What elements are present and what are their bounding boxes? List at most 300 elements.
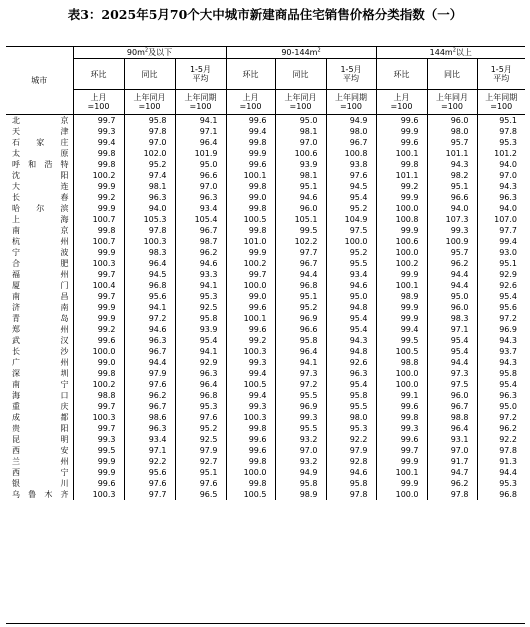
index-value: 99.8 [73,148,124,159]
index-value: 99.6 [226,159,275,170]
index-value: 94.1 [275,357,326,368]
index-value: 92.2 [499,434,518,444]
index-value: 95.2 [275,302,326,313]
index-value: 97.0 [175,181,226,192]
index-value: 99.8 [73,225,124,236]
city-name: 昆明 [6,434,73,445]
index-value: 100.3 [73,258,124,269]
city-name: 南京 [6,225,73,236]
index-value: 99.9 [73,467,124,478]
table-row [6,335,525,346]
index-value: 99.8 [226,225,275,236]
index-value: 97.0 [275,137,326,148]
index-value: 99.3 [226,357,275,368]
index-value: 95.4 [499,379,518,389]
index-value: 96.9 [275,401,326,412]
group-header-small: $90m^2$及以下 [73,47,226,59]
index-value: 92.8 [326,456,376,467]
index-value: 99.0 [73,357,124,368]
index-value: 100.0 [73,346,124,357]
table-row [6,434,525,445]
index-value: 99.8 [226,203,275,214]
index-value: 99.6 [73,478,124,489]
city-name: 宁波 [6,247,73,258]
index-value: 101.1 [376,170,427,181]
index-value: 95.0 [275,115,326,127]
index-value: 99.8 [226,181,275,192]
city-name: 广州 [6,357,73,368]
base-header-cell: 上年同期 =100 [175,90,226,115]
index-value: 99.6 [226,445,275,456]
table-row [6,456,525,467]
city-name: 杭州 [6,236,73,247]
index-value: 94.3 [499,357,518,367]
index-value: 100.0 [226,467,275,478]
index-value: 97.5 [427,379,477,390]
table-row [6,247,525,258]
index-value: 94.9 [326,115,376,127]
index-value: 98.3 [427,313,477,324]
index-value: 97.8 [326,489,376,500]
index-value: 95.4 [427,335,477,346]
index-value: 98.1 [124,181,175,192]
table-row [6,390,525,401]
index-value: 95.5 [326,401,376,412]
index-value: 94.6 [275,192,326,203]
index-value: 95.4 [499,291,518,301]
index-value: 99.6 [226,115,275,127]
index-value: 95.4 [326,313,376,324]
index-value: 100.5 [376,346,427,357]
index-value: 93.4 [175,203,226,214]
index-value: 97.6 [326,170,376,181]
index-value: 98.3 [124,247,175,258]
sub-header-cell: 1-5月 平均 [175,59,226,90]
index-value: 100.1 [376,148,427,159]
index-value: 96.2 [124,390,175,401]
table-row [6,225,525,236]
index-value: 96.6 [175,170,226,181]
sub-header-row [6,59,525,90]
index-value: 95.5 [275,423,326,434]
index-value: 95.1 [427,181,477,192]
index-value: 93.9 [275,159,326,170]
index-value: 99.4 [226,368,275,379]
index-value: 100.0 [376,203,427,214]
index-value: 99.9 [376,302,427,313]
index-value: 100.0 [376,489,427,500]
index-value: 99.9 [376,126,427,137]
index-value: 100.3 [124,236,175,247]
table-row [6,423,525,434]
index-value: 99.3 [427,225,477,236]
index-value: 97.3 [427,368,477,379]
city-name: 太原 [6,148,73,159]
index-value: 92.9 [499,269,518,279]
index-value: 99.8 [73,159,124,170]
index-value: 100.0 [326,236,376,247]
index-value: 99.3 [275,412,326,423]
index-value: 96.9 [275,313,326,324]
city-name: 济南 [6,302,73,313]
index-value: 99.9 [226,247,275,258]
index-value: 95.8 [275,478,326,489]
index-value: 96.2 [427,258,477,269]
index-value: 99.8 [73,368,124,379]
index-value: 94.3 [499,335,518,345]
index-value: 99.3 [73,126,124,137]
sub-header-cell: 同比 [275,59,326,90]
table-row [6,280,525,291]
index-value: 96.7 [124,346,175,357]
city-name: 长春 [6,192,73,203]
index-value: 99.0 [226,291,275,302]
sub-header-cell: 1-5月 平均 [326,59,376,90]
city-name: 贵阳 [6,423,73,434]
index-value: 96.2 [427,478,477,489]
sub-header-cell: 环比 [73,59,124,90]
index-value: 96.4 [175,379,226,390]
index-value: 96.4 [124,258,175,269]
index-value: 99.6 [376,401,427,412]
index-value: 99.5 [73,445,124,456]
index-value: 92.2 [326,434,376,445]
table-row [6,346,525,357]
index-value: 93.1 [427,434,477,445]
index-value: 93.0 [499,247,518,257]
index-value: 104.9 [326,214,376,225]
index-value: 93.9 [175,324,226,335]
index-value: 93.4 [124,434,175,445]
index-value: 102.0 [124,148,175,159]
index-value: 99.3 [73,434,124,445]
sub-header-cell: 1-5月 平均 [477,59,525,90]
index-value: 94.0 [499,203,518,213]
index-value: 94.6 [175,258,226,269]
index-value: 97.2 [499,313,518,323]
table-row [6,181,525,192]
sub-header-cell: 环比 [376,59,427,90]
table-row [6,115,525,127]
index-value: 98.7 [175,236,226,247]
index-value: 100.3 [226,346,275,357]
city-name: 哈尔滨 [6,203,73,214]
index-value: 94.4 [427,280,477,291]
index-value: 94.1 [124,302,175,313]
index-value: 97.7 [275,247,326,258]
table-row [6,214,525,225]
table-row [6,467,525,478]
index-value: 93.2 [275,456,326,467]
index-value: 97.0 [124,137,175,148]
index-value: 99.7 [73,115,124,127]
index-value: 95.8 [499,368,518,378]
index-value: 99.2 [73,192,124,203]
index-value: 96.8 [275,280,326,291]
group-header-row [6,47,525,59]
sub-header-cell: 同比 [427,59,477,90]
index-value: 99.6 [226,324,275,335]
index-value: 98.1 [275,126,326,137]
city-name: 上海 [6,214,73,225]
index-value: 95.1 [275,181,326,192]
index-value: 100.1 [226,313,275,324]
index-value: 98.9 [376,291,427,302]
index-value: 100.7 [73,236,124,247]
index-value: 101.9 [175,148,226,159]
index-value: 99.8 [226,456,275,467]
base-header-cell: 上年同期 =100 [477,90,525,115]
table-row [6,170,525,181]
index-value: 95.8 [124,115,175,127]
city-name: 成都 [6,412,73,423]
index-value: 96.2 [175,247,226,258]
index-value: 99.9 [376,269,427,280]
index-value: 99.9 [376,456,427,467]
city-name: 银川 [6,478,73,489]
index-value: 93.3 [175,269,226,280]
table-row [6,379,525,390]
index-value: 97.1 [175,126,226,137]
index-value: 95.2 [326,247,376,258]
index-value: 95.4 [326,379,376,390]
index-value: 94.5 [124,269,175,280]
index-value: 100.0 [376,247,427,258]
index-value: 92.6 [499,280,518,290]
city-name: 天津 [6,126,73,137]
index-value: 92.7 [175,456,226,467]
index-value: 95.4 [326,324,376,335]
index-value: 101.1 [427,148,477,159]
index-value: 97.8 [427,489,477,500]
index-value: 95.8 [326,390,376,401]
index-value: 98.9 [275,489,326,500]
index-value: 99.8 [226,137,275,148]
index-value: 99.7 [73,291,124,302]
index-value: 96.4 [175,137,226,148]
base-header-cell: 上年同月 =100 [427,90,477,115]
city-name: 厦门 [6,280,73,291]
index-value: 96.3 [124,192,175,203]
index-value: 100.4 [73,280,124,291]
index-value: 97.9 [175,445,226,456]
index-value: 99.6 [226,434,275,445]
index-value: 97.9 [124,368,175,379]
base-header-cell: 上月 =100 [73,90,124,115]
index-value: 97.9 [326,445,376,456]
index-value: 98.8 [427,412,477,423]
index-value: 94.0 [427,203,477,214]
index-value: 107.3 [427,214,477,225]
index-value: 99.6 [376,115,427,127]
index-value: 96.7 [175,225,226,236]
city-name: 石家庄 [6,137,73,148]
city-name: 福州 [6,269,73,280]
table-row [6,236,525,247]
index-value: 95.0 [427,291,477,302]
index-value: 99.5 [376,335,427,346]
index-value: 95.6 [124,467,175,478]
city-name: 西宁 [6,467,73,478]
index-value: 99.8 [376,159,427,170]
base-header-cell: 上年同月 =100 [124,90,175,115]
index-value: 94.4 [124,357,175,368]
table-bottom-rule [6,623,525,624]
index-value: 96.3 [499,192,518,202]
index-value: 99.7 [73,269,124,280]
index-value: 96.3 [175,368,226,379]
index-value: 96.7 [326,137,376,148]
table-row [6,269,525,280]
sub-header-cell: 同比 [124,59,175,90]
index-value: 95.8 [275,335,326,346]
index-value: 99.7 [226,269,275,280]
index-value: 94.4 [499,467,518,477]
index-value: 99.9 [73,247,124,258]
index-value: 96.3 [124,423,175,434]
index-value: 96.0 [427,302,477,313]
index-value: 96.8 [499,489,518,499]
city-name: 乌鲁木齐 [6,489,73,500]
index-value: 100.1 [376,280,427,291]
table-body [6,115,525,501]
city-name: 武汉 [6,335,73,346]
index-value: 95.7 [427,137,477,148]
index-value: 95.6 [499,302,518,312]
index-value: 97.4 [124,170,175,181]
index-value: 95.5 [326,258,376,269]
index-value: 95.7 [427,247,477,258]
index-value: 95.3 [499,478,518,488]
index-value: 100.2 [376,258,427,269]
index-value: 96.3 [499,390,518,400]
index-value: 99.9 [73,181,124,192]
base-header-cell: 上年同期 =100 [326,90,376,115]
index-value: 93.8 [326,159,376,170]
index-value: 92.2 [124,456,175,467]
index-value: 99.4 [376,324,427,335]
index-value: 96.0 [427,115,477,127]
index-value: 99.7 [73,401,124,412]
index-value: 95.0 [499,401,518,411]
index-value: 95.3 [326,423,376,434]
index-value: 100.8 [326,148,376,159]
index-value: 96.7 [124,401,175,412]
table-row [6,478,525,489]
index-value: 99.8 [226,423,275,434]
index-value: 95.2 [326,203,376,214]
city-name: 南昌 [6,291,73,302]
index-value: 96.3 [175,192,226,203]
index-value: 97.1 [124,445,175,456]
table-row [6,302,525,313]
index-value: 98.2 [427,170,477,181]
index-value: 99.9 [226,148,275,159]
index-value: 99.0 [226,192,275,203]
index-value: 100.2 [226,258,275,269]
index-value: 99.4 [73,137,124,148]
index-value: 97.7 [124,489,175,500]
index-value: 96.9 [499,324,518,334]
index-value: 101.2 [494,148,518,158]
index-value: 97.6 [175,478,226,489]
table-row [6,137,525,148]
index-value: 100.0 [376,368,427,379]
city-name: 南宁 [6,379,73,390]
index-value: 94.5 [326,181,376,192]
index-value: 94.0 [124,203,175,214]
index-value: 97.0 [427,445,477,456]
city-name: 沈阳 [6,170,73,181]
city-name: 青岛 [6,313,73,324]
index-value: 95.2 [124,159,175,170]
price-index-table [6,47,525,500]
index-value: 98.0 [427,126,477,137]
index-value: 95.8 [326,478,376,489]
index-value: 99.6 [376,434,427,445]
index-value: 95.0 [326,291,376,302]
index-value: 98.0 [326,126,376,137]
index-value: 92.9 [175,357,226,368]
table-row [6,368,525,379]
index-value: 100.8 [376,214,427,225]
base-header-cell: 上月 =100 [226,90,275,115]
table-row [6,291,525,302]
index-value: 99.9 [376,192,427,203]
index-value: 100.0 [226,280,275,291]
index-value: 97.7 [499,225,518,235]
index-value: 100.2 [73,170,124,181]
index-value: 100.3 [73,489,124,500]
index-value: 97.6 [124,478,175,489]
index-value: 94.6 [326,280,376,291]
city-column-header: 城市 [6,47,73,115]
index-value: 99.7 [73,423,124,434]
index-value: 99.4 [226,126,275,137]
index-value: 99.1 [376,390,427,401]
base-header-cell: 上月 =100 [376,90,427,115]
index-value: 91.7 [427,456,477,467]
index-value: 97.6 [124,379,175,390]
index-value: 94.3 [427,159,477,170]
index-value: 98.8 [73,390,124,401]
index-value: 100.5 [226,379,275,390]
index-value: 100.7 [73,214,124,225]
city-name: 西安 [6,445,73,456]
group-header-medium: $90-144m^2$ [226,47,376,59]
index-value: 94.4 [275,269,326,280]
index-value: 97.8 [499,445,518,455]
index-value: 100.3 [73,412,124,423]
index-value: 91.3 [499,456,518,466]
index-value: 99.7 [376,445,427,456]
index-value: 92.6 [326,357,376,368]
table-row [6,192,525,203]
index-value: 97.8 [124,225,175,236]
base-header-cell: 上年同月 =100 [275,90,326,115]
table-row [6,401,525,412]
index-value: 99.6 [73,335,124,346]
index-value: 95.2 [175,423,226,434]
index-value: 105.1 [275,214,326,225]
index-value: 92.5 [175,434,226,445]
index-value: 96.8 [175,390,226,401]
index-value: 99.9 [73,313,124,324]
index-value: 94.7 [427,467,477,478]
index-value: 100.9 [427,236,477,247]
index-value: 97.0 [499,170,518,180]
city-name: 长沙 [6,346,73,357]
